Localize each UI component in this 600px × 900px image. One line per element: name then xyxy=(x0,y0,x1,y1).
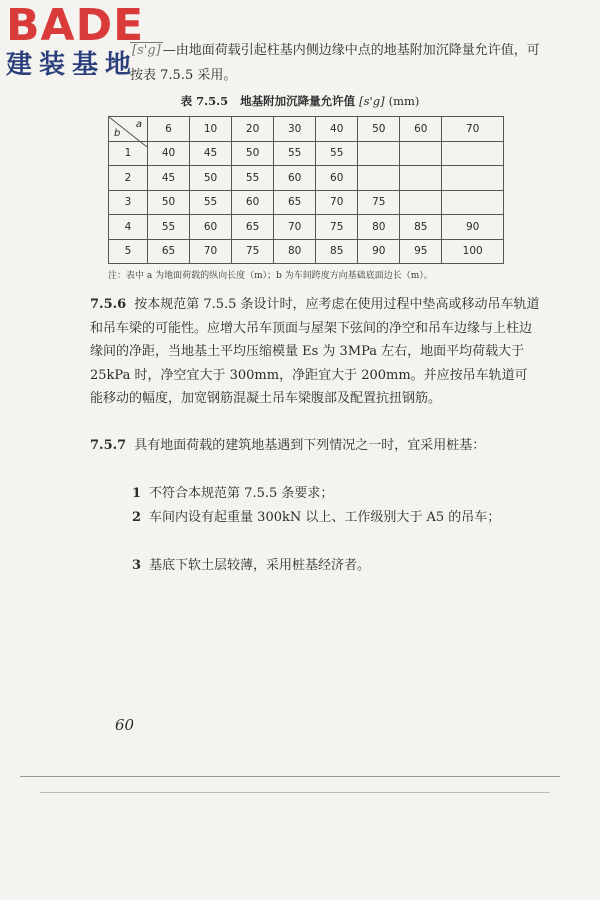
table-cell: 55 xyxy=(148,215,190,240)
list-item-number: 2 xyxy=(132,510,142,525)
list-item-text: 车间内设有起重量 300kN 以上、工作级别大于 A5 的吊车； xyxy=(149,510,501,525)
bottom-rule xyxy=(20,776,560,777)
table-cell: 60 xyxy=(274,166,316,191)
table-cell xyxy=(400,166,442,191)
section-text: 具有地面荷载的建筑地基遇到下列情况之一时，宜采用桩基： xyxy=(134,438,486,453)
table-cell: 55 xyxy=(232,166,274,191)
table-note: 注：表中 a 为地面荷载的纵向长度（m）；b 为车间跨度方向基础底面边长（m）。 xyxy=(108,271,433,281)
table-cell xyxy=(442,141,504,166)
table-cell: 90 xyxy=(442,215,504,240)
column-header: 70 xyxy=(442,117,504,142)
intro-symbol: [s'g] xyxy=(132,43,161,58)
table-cell: 75 xyxy=(358,190,400,215)
table-cell: 80 xyxy=(274,239,316,264)
column-header: 6 xyxy=(148,117,190,142)
column-header: 20 xyxy=(232,117,274,142)
bottom-rule xyxy=(40,792,550,793)
column-header: 50 xyxy=(358,117,400,142)
table-cell xyxy=(358,166,400,191)
list-item-number: 3 xyxy=(132,558,142,573)
table-cell: 75 xyxy=(316,215,358,240)
table-row xyxy=(109,215,504,240)
table-cell: 70 xyxy=(190,239,232,264)
intro-text: 由地面荷载引起柱基内侧边缘中点的地基附加沉降量允许值，可按表 7.5.5 采用。 xyxy=(130,43,540,83)
section-text: 按本规范第 7.5.5 条设计时，应考虑在使用过程中垫高或移动吊车轨道和吊车梁的可能性。应增大吊车顶面与屋架下弦间的净空和吊车边缘与上柱边缘间的净距，当地基土平均压缩模量 Es 为 3MPa 左右，地面平均荷载大于 25kPa 时，净空宜大于 300mm，净距宜大于 200mm。并应按吊车轨道可能移动的幅度，加宽钢筋混凝土吊车梁腹部及配置抗扭钢筋。 xyxy=(90,297,540,406)
table-caption-title: 地基附加沉降量允许值 xyxy=(240,94,356,108)
row-header: 2 xyxy=(109,166,148,191)
list-item-text: 不符合本规范第 7.5.5 条要求； xyxy=(149,486,334,501)
table-row xyxy=(109,239,504,264)
table-cell: 90 xyxy=(358,239,400,264)
table-cell xyxy=(442,190,504,215)
table-cell: 100 xyxy=(442,239,504,264)
corner-label-b: b xyxy=(114,127,121,139)
list-item xyxy=(90,482,540,506)
table-cell: 80 xyxy=(358,215,400,240)
table-cell: 85 xyxy=(400,215,442,240)
table-cell: 40 xyxy=(148,141,190,166)
table-caption-number: 表 7.5.5 xyxy=(180,94,229,108)
table-caption xyxy=(110,93,490,109)
row-header: 5 xyxy=(109,239,148,264)
column-header: 30 xyxy=(274,117,316,142)
list-item-number: 1 xyxy=(132,486,142,501)
table-cell: 55 xyxy=(274,141,316,166)
table-cell xyxy=(400,141,442,166)
logo-wordmark: BADE xyxy=(6,0,145,51)
table-cell xyxy=(400,190,442,215)
row-header: 1 xyxy=(109,141,148,166)
list-item xyxy=(90,506,540,530)
table-row xyxy=(109,190,504,215)
section-number: 7.5.6 xyxy=(90,297,127,312)
table-cell: 60 xyxy=(232,190,274,215)
table-cell: 70 xyxy=(316,190,358,215)
intro-paragraph: [s'g] —由地面荷载引起柱基内侧边缘中点的地基附加沉降量允许值，可按表 7.5.5 采用。 xyxy=(130,43,540,83)
table-cell: 75 xyxy=(232,239,274,264)
table-cell: 60 xyxy=(316,166,358,191)
table-row xyxy=(109,166,504,191)
table-cell xyxy=(358,141,400,166)
table-cell: 85 xyxy=(316,239,358,264)
settlement-table xyxy=(108,116,504,264)
table-cell: 55 xyxy=(316,141,358,166)
logo-subtitle: 建装基地 xyxy=(6,50,139,80)
table-cell: 65 xyxy=(148,239,190,264)
row-header: 3 xyxy=(109,190,148,215)
table-cell: 65 xyxy=(274,190,316,215)
table-cell: 45 xyxy=(148,166,190,191)
column-header: 60 xyxy=(400,117,442,142)
table-cell: 50 xyxy=(232,141,274,166)
table-row xyxy=(109,141,504,166)
row-header: 4 xyxy=(109,215,148,240)
section-7-5-6 xyxy=(90,293,540,411)
column-header: 40 xyxy=(316,117,358,142)
column-header: 10 xyxy=(190,117,232,142)
table-corner-cell xyxy=(109,117,148,142)
table-cell: 50 xyxy=(190,166,232,191)
section-number: 7.5.7 xyxy=(90,438,127,453)
list-item xyxy=(90,554,540,578)
table-header-row xyxy=(109,117,504,142)
page-number: 60 xyxy=(115,716,135,734)
table-cell xyxy=(442,166,504,191)
table-cell: 70 xyxy=(274,215,316,240)
table-cell: 55 xyxy=(190,190,232,215)
table-cell: 60 xyxy=(190,215,232,240)
section-7-5-7 xyxy=(90,434,540,458)
corner-label-a: a xyxy=(135,119,142,130)
table-caption-unit: (mm) xyxy=(388,94,420,108)
table-caption-symbol: [s'g] xyxy=(359,94,385,108)
table-cell: 65 xyxy=(232,215,274,240)
table-cell: 95 xyxy=(400,239,442,264)
table-cell: 50 xyxy=(148,190,190,215)
table-cell: 45 xyxy=(190,141,232,166)
list-item-text: 基底下软土层较薄，采用桩基经济者。 xyxy=(149,558,371,573)
